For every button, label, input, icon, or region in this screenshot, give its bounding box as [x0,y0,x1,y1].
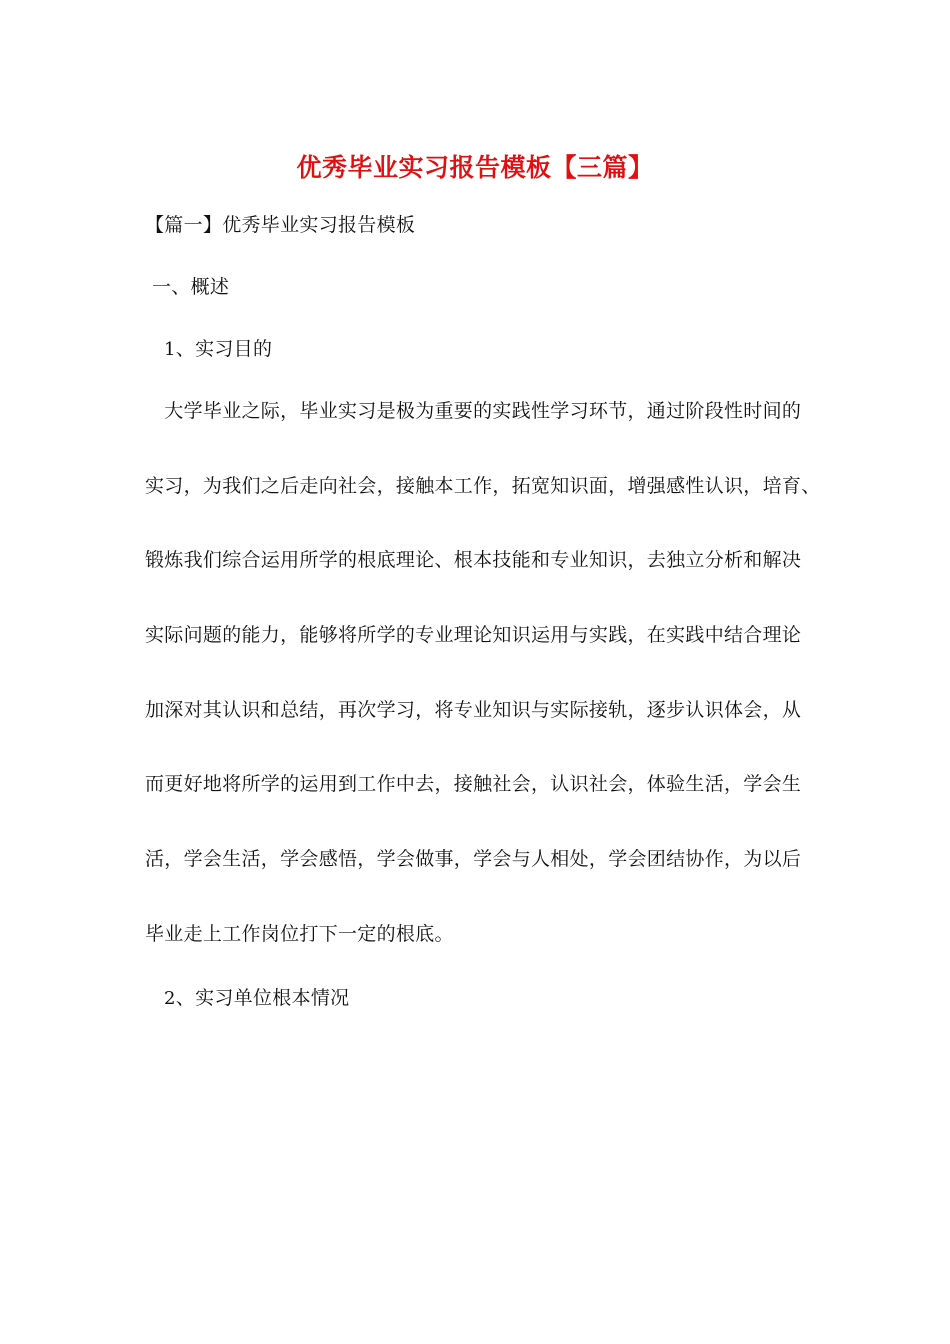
subheading-purpose [164,336,272,363]
subheading-text: 、实习单位根本情况 [175,987,350,1009]
heading-overview: 一、概述 [152,276,230,298]
paragraph-line: 而更好地将所学的运用到工作中去，接触社会，认识社会，体验生活，学会生 [145,773,802,795]
paragraph-line: 实际问题的能力，能够将所学的专业理论知识运用与实践，在实践中结合理论 [145,624,802,646]
subheading-unit-info [164,985,349,1012]
paragraph-line: 加深对其认识和总结，再次学习，将专业知识与实际接轨，逐步认识体会，从 [145,699,802,721]
paragraph-line: 锻炼我们综合运用所学的根底理论、根本技能和专业知识，去独立分析和解决 [145,549,802,571]
paragraph-line: 大学毕业之际，毕业实习是极为重要的实践性学习环节，通过阶段性时间的 [145,400,802,422]
paragraph-line: 活，学会生活，学会感悟，学会做事，学会与人相处，学会团结协作，为以后 [145,848,802,870]
section-heading: 【篇一】优秀毕业实习报告模板 [145,214,416,236]
paragraph-line: 毕业走上工作岗位打下一定的根底。 [145,923,454,945]
document-title: 优秀毕业实习报告模板【三篇】 [296,153,654,182]
subheading-number: 1 [164,339,176,360]
paragraph-line: 实习，为我们之后走向社会，接触本工作，拓宽知识面，增强感性认识，培育、 [145,475,821,497]
subheading-text: 、实习目的 [175,338,273,360]
subheading-number: 2 [164,988,176,1009]
